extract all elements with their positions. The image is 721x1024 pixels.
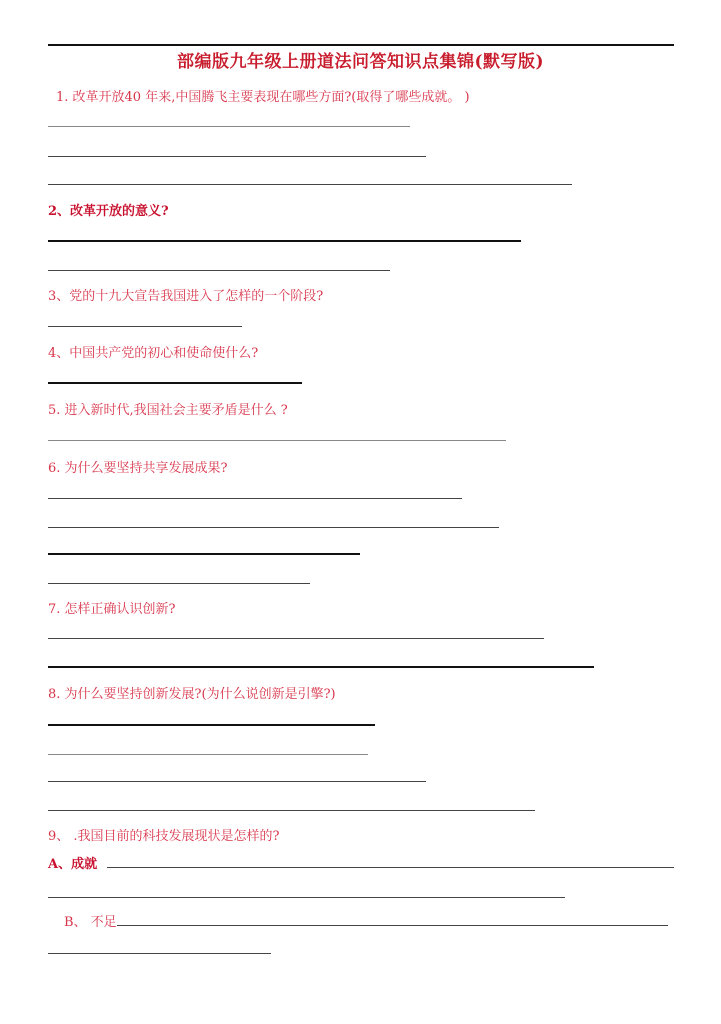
answer-line[interactable]: [48, 498, 462, 499]
answer-line[interactable]: [48, 583, 310, 584]
question-4: 4、中国共产党的初心和使命使什么?: [48, 346, 259, 361]
answer-line[interactable]: [48, 638, 544, 639]
answer-line[interactable]: [48, 666, 594, 668]
answer-line[interactable]: [48, 326, 242, 327]
page-title: 部编版九年级上册道法问答知识点集锦(默写版): [176, 52, 545, 72]
question-9: 9、 .我国目前的科技发展现状是怎样的?: [48, 829, 280, 844]
answer-line[interactable]: [117, 925, 668, 926]
question-6: 6. 为什么要坚持共享发展成果?: [48, 461, 228, 476]
answer-line[interactable]: [48, 184, 572, 185]
answer-line[interactable]: [48, 156, 426, 157]
answer-line[interactable]: [48, 527, 499, 528]
answer-line[interactable]: [48, 953, 271, 954]
answer-line[interactable]: [48, 382, 302, 384]
question-5: 5. 进入新时代,我国社会主要矛盾是什么 ?: [48, 403, 288, 418]
answer-line[interactable]: [48, 781, 426, 782]
answer-line[interactable]: [48, 754, 368, 755]
question-3: 3、党的十九大宣告我国进入了怎样的一个阶段?: [48, 289, 324, 304]
answer-line[interactable]: [48, 270, 390, 271]
question-1: 1. 改革开放40 年来,中国腾飞主要表现在哪些方面?(取得了哪些成就。 ): [56, 90, 470, 105]
answer-line[interactable]: [107, 867, 674, 868]
top-rule: [48, 44, 674, 46]
answer-line[interactable]: [48, 126, 410, 127]
sub-label-shortcomings: B、 不足: [64, 915, 117, 930]
answer-line[interactable]: [48, 440, 506, 441]
answer-line[interactable]: [48, 897, 565, 898]
sub-label-achievements: A、成就: [48, 857, 98, 872]
question-2: 2、改革开放的意义?: [48, 204, 169, 219]
answer-line[interactable]: [48, 240, 521, 242]
question-8: 8. 为什么要坚持创新发展?(为什么说创新是引擎?): [48, 687, 336, 702]
question-7: 7. 怎样正确认识创新?: [48, 602, 176, 617]
answer-line[interactable]: [48, 724, 375, 726]
answer-line[interactable]: [48, 553, 360, 555]
answer-line[interactable]: [48, 810, 535, 811]
